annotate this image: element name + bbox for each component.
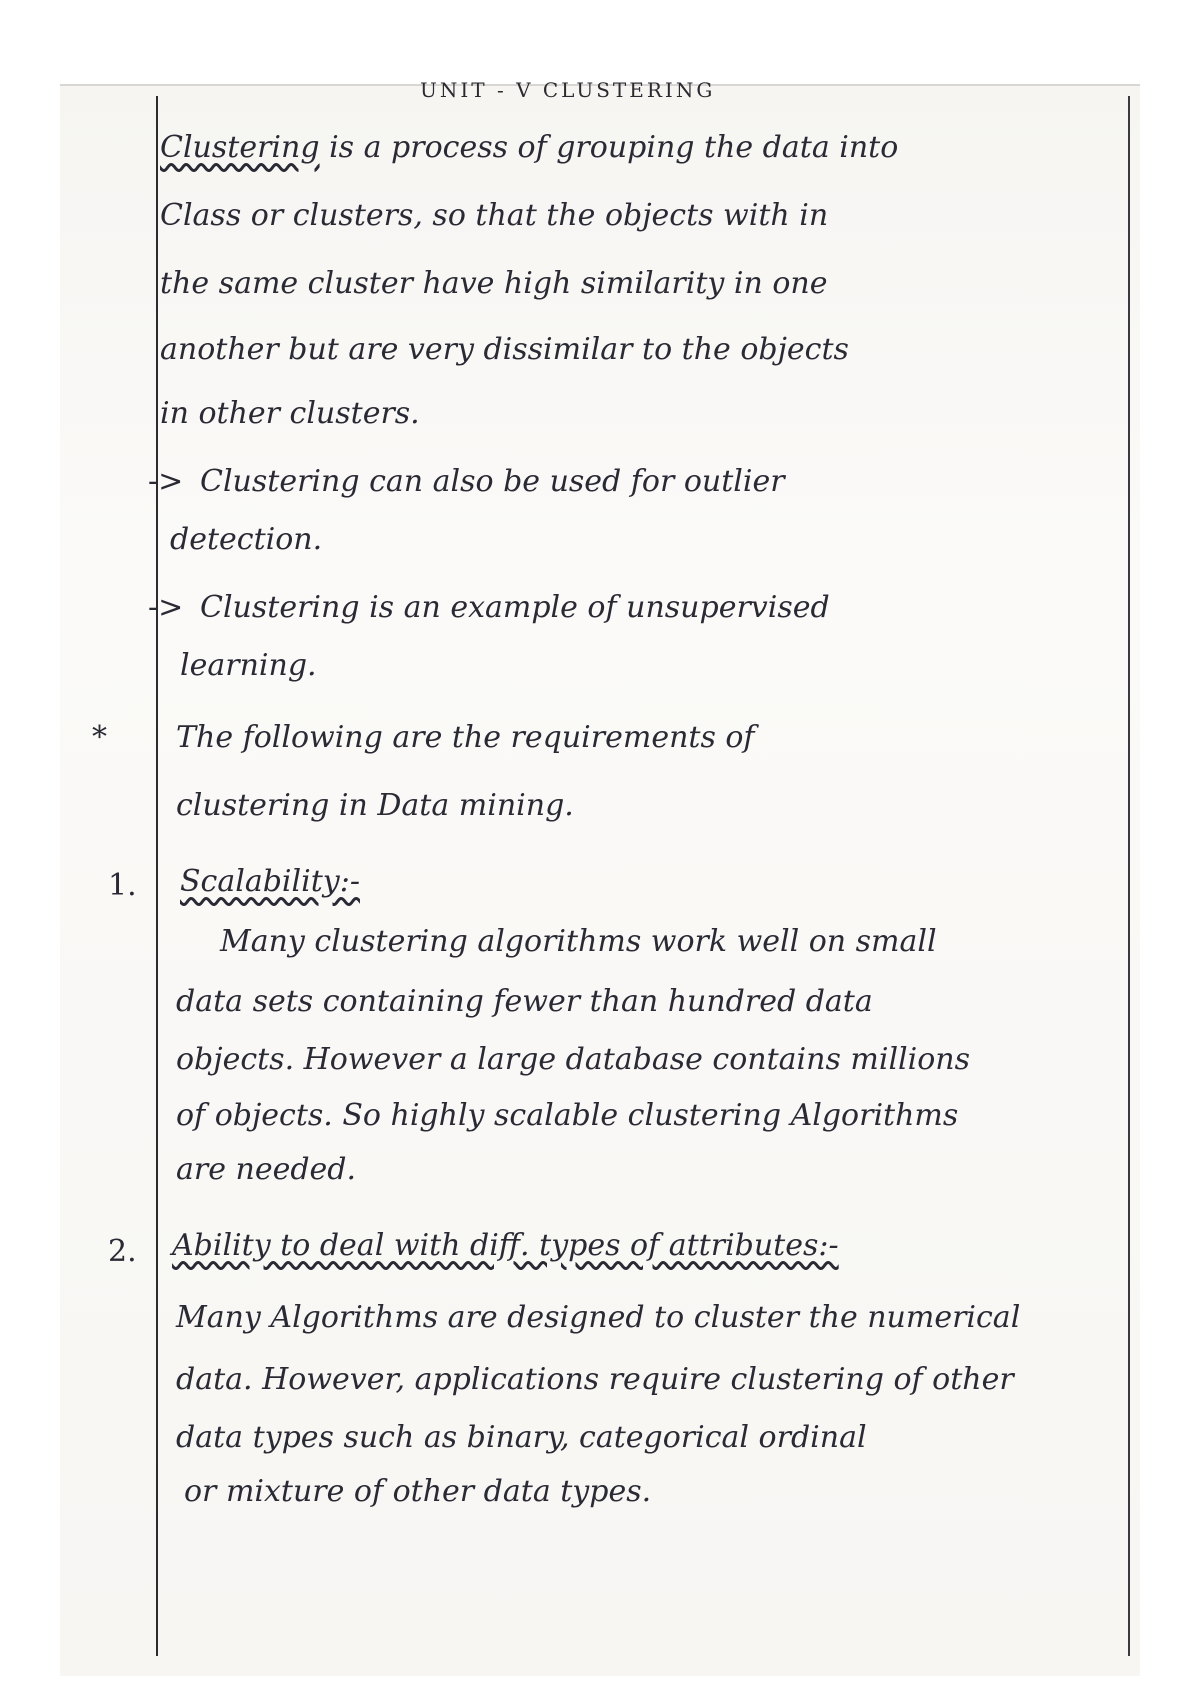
requirement-2-line-2: data. However, applications require clustering of other xyxy=(176,1362,1014,1397)
bullet-1-line-2: detection. xyxy=(170,522,323,557)
bullet-1-line-1: Clustering can also be used for outlier xyxy=(200,464,785,499)
unit-heading-fragment: UNIT - V CLUSTERING xyxy=(420,78,716,100)
requirement-2-number: 2. xyxy=(108,1234,137,1269)
requirement-1-number: 1. xyxy=(108,868,137,903)
margin-line xyxy=(156,96,158,1656)
bullet-arrow-1: -> xyxy=(148,464,184,499)
bullet-2-line-1: Clustering is an example of unsupervised xyxy=(200,590,830,625)
intro-term: Clustering xyxy=(160,130,320,165)
intro-line-2: Class or clusters, so that the objects with in xyxy=(160,198,829,233)
requirement-1-title-text: Scalability:- xyxy=(180,864,360,899)
asterisk-marker: * xyxy=(92,720,107,755)
requirement-1-line-4: of objects. So highly scalable clustering Algorithms xyxy=(176,1098,959,1133)
intro-line-1 xyxy=(160,128,1120,168)
requirement-2-line-1: Many Algorithms are designed to cluster the numerical xyxy=(176,1300,1021,1335)
requirement-2-title xyxy=(172,1226,1092,1266)
intro-line-5: in other clusters. xyxy=(160,396,420,431)
requirement-1-line-3: objects. However a large database contains millions xyxy=(176,1042,971,1077)
requirement-1-line-5: are needed. xyxy=(176,1152,357,1187)
bullet-2-line-2: learning. xyxy=(180,648,317,683)
intro-line-3: the same cluster have high similarity in one xyxy=(160,266,828,301)
requirement-1-line-1: Many clustering algorithms work well on small xyxy=(220,924,937,959)
bullet-arrow-2: -> xyxy=(148,590,184,625)
intro-line-1-text: is a process of grouping the data into xyxy=(319,130,899,165)
requirements-intro-line-1: The following are the requirements of xyxy=(176,720,755,755)
requirement-2-line-3: data types such as binary, categorical ordinal xyxy=(176,1420,867,1455)
right-edge-line xyxy=(1128,96,1130,1656)
requirement-2-title-text: Ability to deal with diff. types of attributes:- xyxy=(172,1228,839,1263)
requirement-1-title xyxy=(180,862,1080,902)
intro-line-4: another but are very dissimilar to the objects xyxy=(160,332,849,367)
requirements-intro-line-2: clustering in Data mining. xyxy=(176,788,574,823)
requirement-1-line-2: data sets containing fewer than hundred data xyxy=(176,984,873,1019)
requirement-2-line-4: or mixture of other data types. xyxy=(184,1474,652,1509)
